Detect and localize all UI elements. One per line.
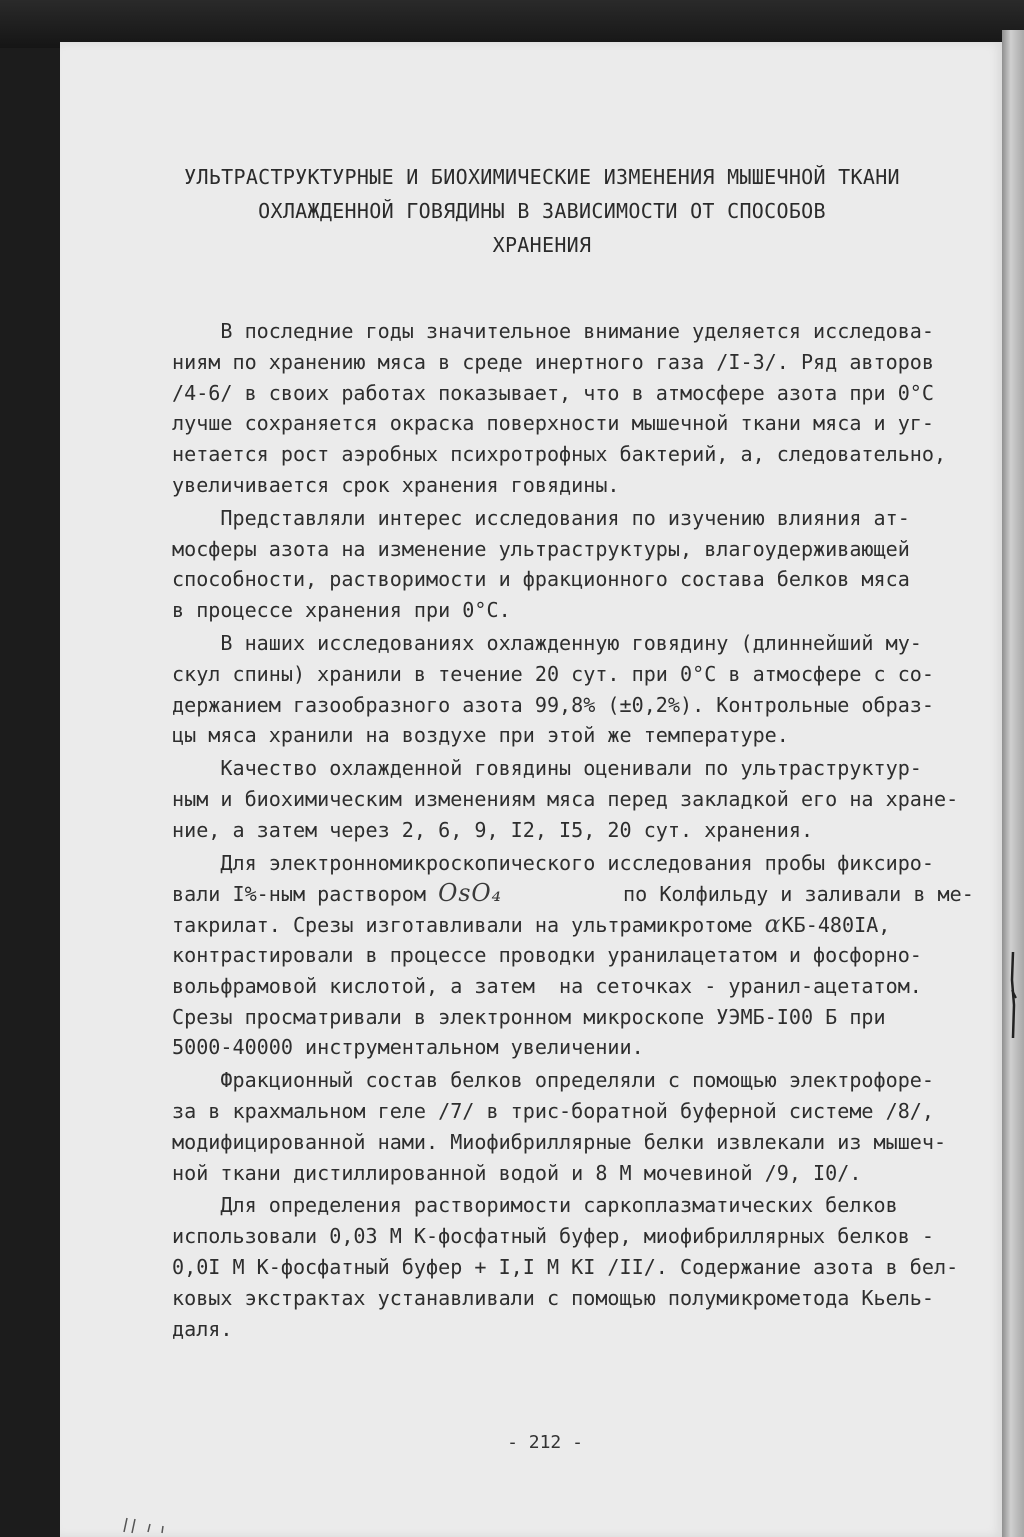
body-line: Фракционный состав белков определяли с помощью электрофоре- [172,1068,935,1093]
body-line: ной ткани дистиллированной водой и 8 М мочевиной /9, I0/. [172,1160,862,1185]
body-line: 0,0I М К-фосфатный буфер + I,I М KI /II/. Содержание азота в бел- [172,1254,959,1279]
body-line: Представляли интерес исследования по изучению влияния ат- [172,505,910,530]
document-title [70,160,1014,262]
body-line: увеличивается срок хранения говядины. [172,472,620,497]
body-line: модифицированной нами. Миофибриллярные белки извлекали из мышеч- [172,1129,947,1154]
body-line: мосферы азота на изменение ультраструктуры, влагоудерживающей [172,536,910,561]
margin-pencil-mark [1008,950,1018,1040]
body-line: ние, а затем через 2, 6, 9, I2, I5, 20 сут. хранения. [172,817,814,842]
handwritten-alpha-symbol: α [764,910,782,939]
body-line: за в крахмальном геле /7/ в трис-боратной буферной системе /8/, [172,1098,935,1123]
body-line: 5000-40000 инструментальном увеличении. [172,1035,644,1060]
body-line: цы мяса хранили на воздухе при этой же температуре. [172,723,789,748]
margin-scribble-mark [118,1516,178,1534]
page-number: - 212 - [507,1432,583,1453]
body-line: ным и биохимическим изменениям мяса перед закладкой его на хране- [172,786,959,811]
body-line: В наших исследованиях охлажденную говядину (длиннейший му- [172,630,922,655]
body-line: ниям по хранению мяса в среде инертного газа /I-3/. Ряд авторов [172,349,935,374]
scan-backdrop [0,0,1024,48]
body-line-segment: КБ-480IA, [781,913,891,938]
body-line: использовали 0,03 М К-фосфатный буфер, миофибриллярных белков - [172,1224,935,1249]
body-line: Для определения растворимости саркоплазматических белков [172,1193,898,1218]
body-line: Качество охлажденной говядины оценивали по ультраструктур- [172,756,922,781]
body-line: Для электронномикроскопического исследования пробы фиксиро- [172,850,935,875]
body-line: даля. [172,1316,233,1341]
title-line-2: ОХЛАЖДЕННОЙ ГОВЯДИНЫ В ЗАВИСИМОСТИ ОТ СПОСОБОВ [258,199,826,223]
body-line: способности, растворимости и фракционного состава белков мяса [172,567,910,592]
title-line-1: УЛЬТРАСТРУКТУРНЫЕ И БИОХИМИЧЕСКИЕ ИЗМЕНЕНИЯ МЫШЕЧНОЙ ТКАНИ [184,165,900,189]
body-text [172,316,978,1344]
handwritten-osmium-formula: OsO₄ [438,879,503,908]
body-line-segment: такрилат. Срезы изготавливали на ультрамикротоме [172,913,765,938]
body-line: /4-6/ в своих работах показывает, что в атмосфере азота при 0°С [172,380,935,405]
body-line: скул спины) хранили в течение 20 сут. при 0°С в атмосфере с со- [172,661,935,686]
body-line-with-formula [172,878,978,909]
body-line: нетается рост аэробных психротрофных бактерий, а, следовательно, [172,442,947,467]
body-line: вольфрамовой кислотой, а затем на сеточках - уранил-ацетатом. [172,973,922,998]
title-line-3: ХРАНЕНИЯ [492,233,592,257]
body-line: В последние годы значительное внимание уделяется исследова- [172,319,935,343]
body-line: держанием газообразного азота 99,8% (±0,2%). Контрольные образ- [172,692,935,717]
body-line: в процессе хранения при 0°С. [172,598,511,623]
body-line: ковых экстрактах устанавливали с помощью полумикрометода Кьель- [172,1285,935,1310]
body-line: Срезы просматривали в электронном микроскопе УЭМБ-I00 Б при [172,1004,886,1029]
body-line-with-alpha [172,909,978,940]
body-line-segment: по Колфильду и заливали в ме- [502,882,974,907]
body-line: контрастировали в процессе проводки уранилацетатом и фосфорно- [172,942,922,967]
body-line: лучше сохраняется окраска поверхности мышечной ткани мяса и уг- [172,411,935,436]
body-line-segment: вали I%-ным раствором [172,882,439,907]
